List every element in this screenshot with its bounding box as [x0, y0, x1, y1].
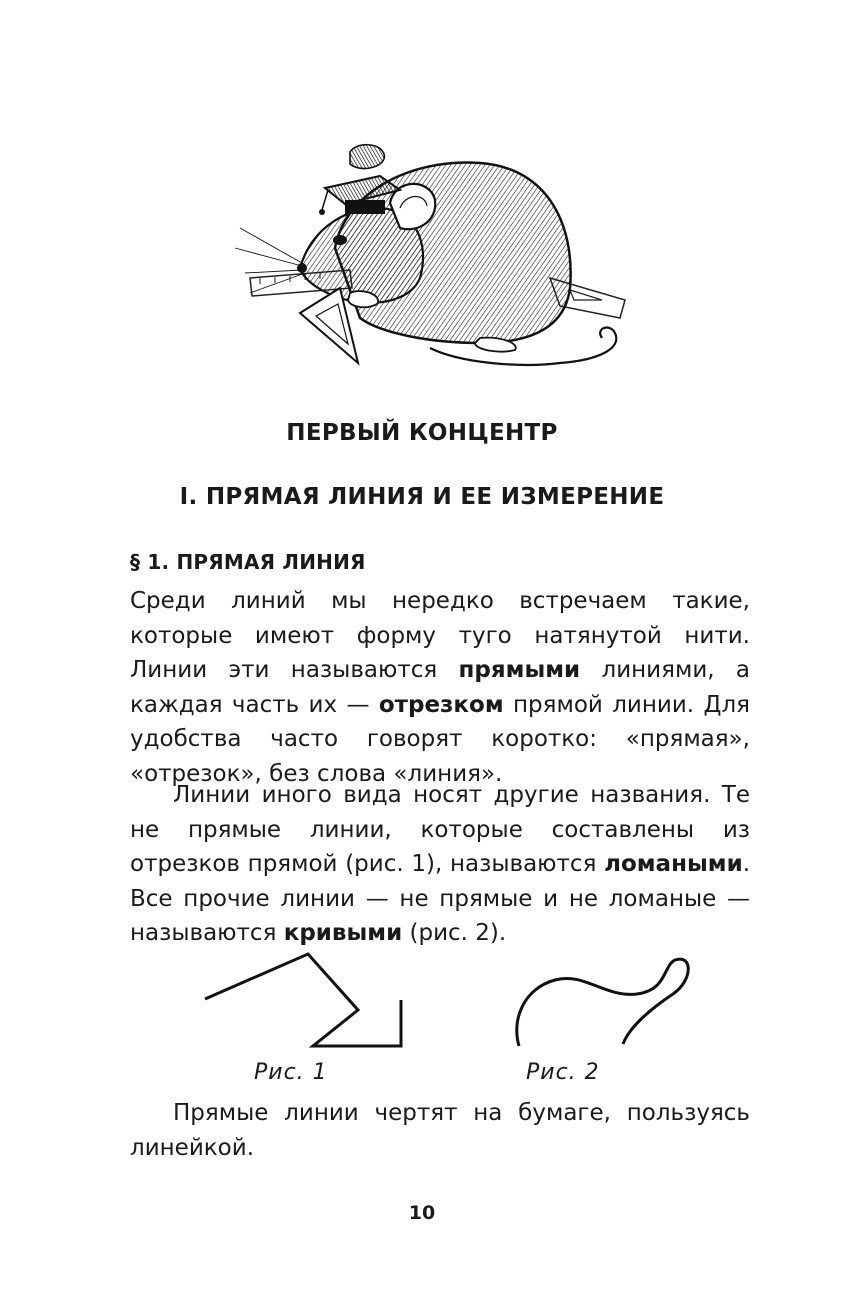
figure-1-caption: Рис. 1 — [254, 1060, 328, 1085]
paragraph-2-text-1: Линии иного вида носят другие названия. Те не прямые линии, которые составлены из отрезков прямой (рис. 1), называются — [130, 782, 750, 877]
paragraph-1-text-1: Среди линий мы нередко встречаем такие, которые имеют форму туго натянутой нити. Линии эти называются — [130, 588, 750, 683]
section-heading: § 1. ПРЯМАЯ ЛИНИЯ — [130, 550, 366, 574]
term-curved: кривыми — [283, 920, 403, 946]
mouse-body — [235, 163, 571, 352]
figure-2-caption: Рис. 2 — [526, 1060, 600, 1085]
paragraph-2-text-3: (рис. 2). — [402, 920, 507, 946]
figure-1-broken-line — [195, 942, 410, 1057]
paragraph-2 — [130, 778, 750, 951]
page-number: 10 — [408, 1202, 436, 1224]
concentre-heading: ПЕРВЫЙ КОНЦЕНТР — [286, 420, 558, 446]
term-segment: отрезком — [378, 691, 504, 718]
figure-2-curved-line — [505, 948, 695, 1058]
paragraph-1 — [130, 584, 750, 791]
term-straight: прямыми — [458, 657, 581, 683]
term-broken: ломаными — [604, 851, 743, 877]
paragraph-1-text-2: линиями, а каждая часть их — — [130, 657, 750, 718]
chapter-heading: I. ПРЯМАЯ ЛИНИЯ И ЕЕ ИЗМЕРЕНИЕ — [179, 484, 665, 510]
paragraph-2-text-2: . Все прочие линии — не прямые и не ломаные — называются — [130, 851, 750, 946]
paragraph-1-text-3: прямой линии. Для удобства часто говорят коротко: «прямая», «отрезок», без слова «линия». — [130, 691, 750, 787]
mouse-illustration — [230, 138, 630, 388]
paragraph-3: Прямые линии чертят на бумаге, пользуясь линейкой. — [130, 1100, 750, 1161]
